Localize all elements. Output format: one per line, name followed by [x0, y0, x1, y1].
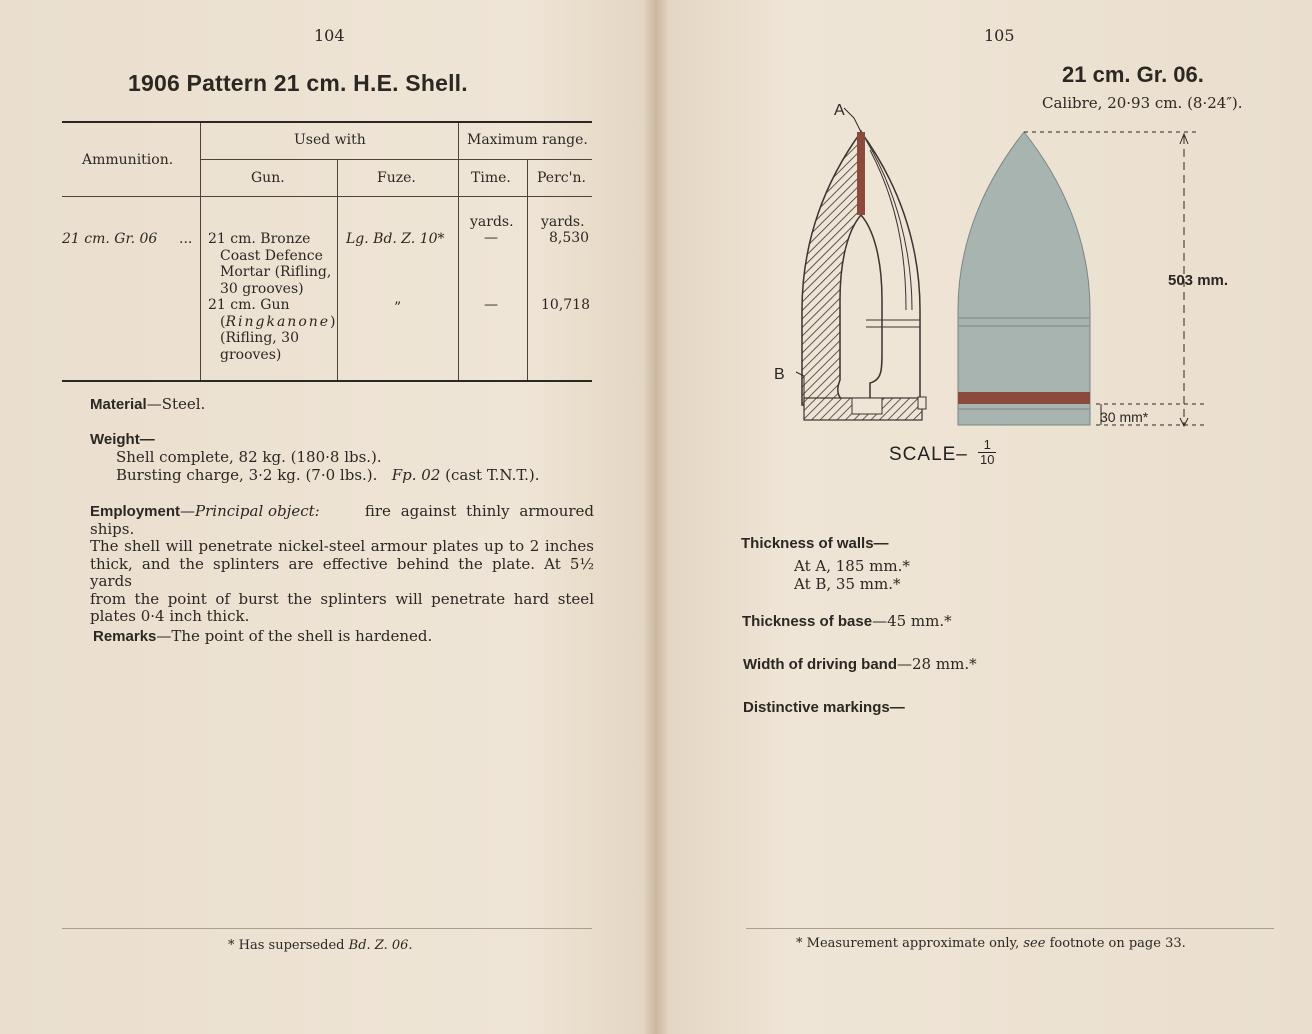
markings-entry: Distinctive markings— [743, 699, 905, 716]
band-label: 30 mm* [1100, 409, 1149, 425]
page-number: 104 [314, 26, 345, 45]
header-used-with: Used with [294, 132, 366, 148]
weight-line-1: Shell complete, 82 kg. (180·8 lbs.). [116, 448, 382, 466]
header-gun: Gun. [251, 170, 285, 186]
footnote: * Has superseded Bd. Z. 06. [228, 938, 413, 953]
right-page [656, 0, 1312, 1034]
calibre-text: Calibre, 20·93 cm. (8·24″). [1042, 94, 1243, 112]
footnote-rule [746, 928, 1274, 929]
header-fuze: Fuze. [377, 170, 416, 186]
scale-fraction: $\frac{1}{10}$ [980, 437, 995, 467]
label-b: B [774, 366, 785, 383]
perc-1: 8,530 [549, 230, 590, 246]
leader-dots: ... [179, 231, 193, 247]
time-2: — [484, 297, 498, 313]
fuze-1: Lg. Bd. Z. 10* [346, 231, 445, 247]
weight-line-2: Bursting charge, 3·2 kg. (7·0 lbs.). Fp. 02 (cast T.N.T.). [116, 466, 540, 484]
table-top-rule [62, 121, 592, 123]
header-max-range: Maximum range. [467, 132, 588, 148]
label-a: A [834, 102, 845, 119]
footnote: * Measurement approximate only, see footnote on page 33. [796, 936, 1186, 951]
base-entry: Thickness of base—45 mm.* [742, 612, 952, 630]
table-rule [62, 196, 592, 197]
employment-entry: Employment—Principal object: fire against thinly armoured ships. [90, 502, 594, 538]
left-page [0, 0, 654, 1034]
header-ammunition: Ammunition. [82, 152, 174, 168]
weight-label: Weight— [90, 431, 155, 448]
header-time: Time. [471, 170, 511, 186]
external-shell [958, 132, 1090, 425]
table-rule [527, 160, 528, 380]
shell-diagram [766, 100, 1229, 440]
perc-unit: yards. [541, 214, 585, 230]
header-perc: Perc'n. [537, 170, 586, 186]
walls-a: At A, 185 mm.* [794, 557, 910, 575]
gun-2: 21 cm. Gun (Ringkanone) (Rifling, 30 grooves) [208, 297, 336, 363]
gun-1: 21 cm. Bronze Coast Defence Mortar (Rifling, 30 grooves) [208, 231, 332, 297]
fuze-2: ” [394, 300, 402, 316]
walls-b: At B, 35 mm.* [794, 575, 901, 593]
page-title: 1906 Pattern 21 cm. H.E. Shell. [128, 70, 468, 96]
perc-2: 10,718 [541, 297, 590, 313]
table-rule [337, 160, 338, 380]
page-title: 21 cm. Gr. 06. [1062, 62, 1204, 87]
ammunition-name: 21 cm. Gr. 06 [62, 231, 158, 247]
table-bottom-rule [62, 380, 592, 382]
driving-band-entry: Width of driving band—28 mm.* [743, 655, 977, 673]
page-number: 105 [984, 26, 1015, 45]
walls-label: Thickness of walls— [741, 535, 889, 552]
table-rule [200, 123, 201, 380]
material-entry: Material—Steel. [90, 395, 206, 413]
table-rule [200, 159, 592, 160]
employment-paragraph: The shell will penetrate nickel-steel armour plates up to 2 inches thick, and the splinters are effective behind the plate. At 5½ yards from the point of burst the splinters will penetrate hard steel plates 0·4 inch thick. [90, 537, 594, 625]
remarks-entry: Remarks—The point of the shell is hardened. [93, 627, 433, 645]
length-label: 503 mm. [1168, 272, 1229, 289]
scale-label: SCALE– [889, 444, 968, 465]
footnote-rule [62, 928, 592, 929]
table-rule [458, 123, 459, 380]
sectioned-shell [802, 132, 926, 420]
time-1: — [484, 230, 498, 246]
time-unit: yards. [470, 214, 514, 230]
